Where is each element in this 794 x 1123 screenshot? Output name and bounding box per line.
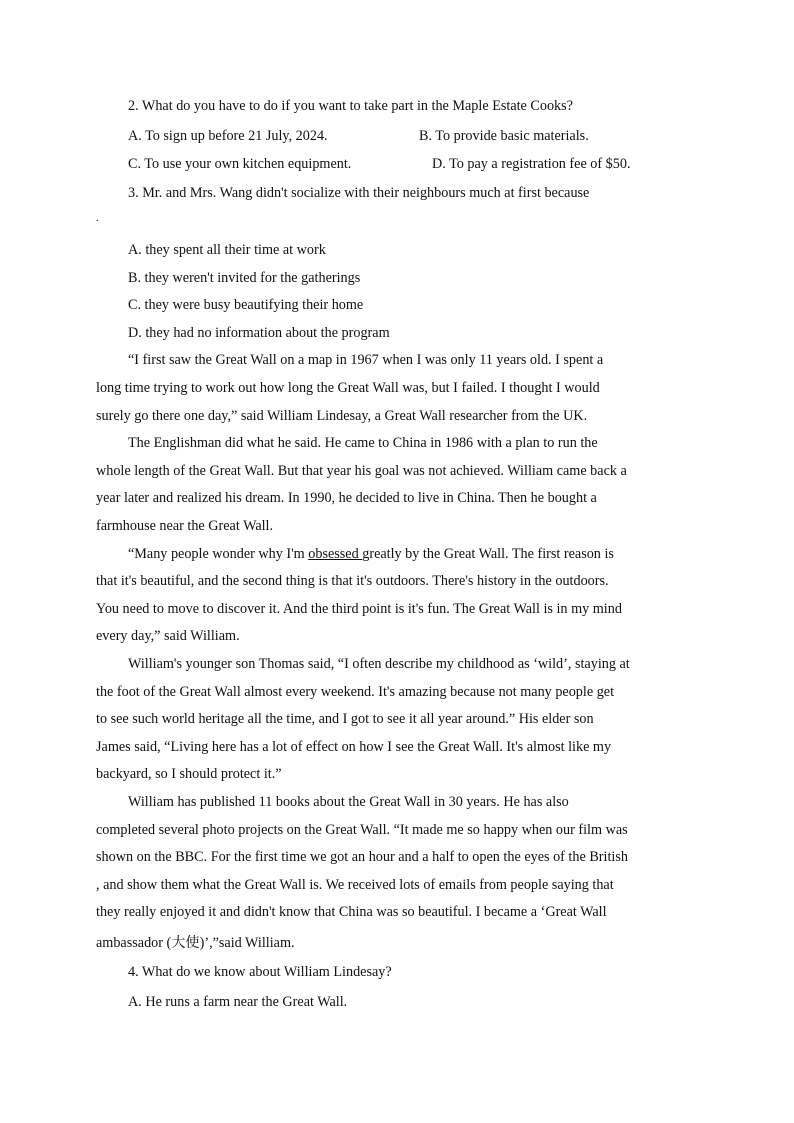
- passage-line: completed several photo projects on the Great Wall. “It made me so happy when our film was: [96, 822, 628, 838]
- passage-line: they really enjoyed it and didn't know that China was so beautiful. I became a ‘Great Wall: [96, 904, 607, 920]
- passage-line: long time trying to work out how long the Great Wall was, but I failed. I thought I would: [96, 380, 600, 396]
- passage-text: “Many people wonder why I'm: [128, 546, 309, 562]
- passage-line: William has published 11 books about the Great Wall in 30 years. He has also: [128, 794, 569, 810]
- question-4: 4. What do we know about William Lindesay?: [128, 964, 392, 980]
- passage-line: William's younger son Thomas said, “I often describe my childhood as ‘wild’, staying at: [128, 656, 630, 672]
- q4-option-a: A. He runs a farm near the Great Wall.: [128, 994, 348, 1010]
- passage-line: year later and realized his dream. In 1990, he decided to live in China. Then he bought a: [96, 490, 597, 506]
- question-3: 3. Mr. and Mrs. Wang didn't socialize with their neighbours much at first because: [128, 185, 590, 201]
- passage-line: You need to move to discover it. And the third point is it's fun. The Great Wall is in my mind: [96, 601, 622, 617]
- passage-line: shown on the BBC. For the first time we got an hour and a half to open the eyes of the British: [96, 849, 628, 865]
- q3-option-b: B. they weren't invited for the gatherings: [128, 270, 361, 286]
- q3-option-a: A. they spent all their time at work: [128, 242, 326, 258]
- passage-line: every day,” said William.: [96, 628, 240, 644]
- passage-line: ambassador (大使)’,”said William.: [96, 935, 295, 951]
- passage-line: surely go there one day,” said William Lindesay, a Great Wall researcher from the UK.: [96, 408, 588, 424]
- q3-option-d: D. they had no information about the program: [128, 325, 390, 341]
- question-2: 2. What do you have to do if you want to take part in the Maple Estate Cooks?: [128, 98, 573, 114]
- q2-option-c: C. To use your own kitchen equipment.: [128, 156, 352, 172]
- passage-line: “I first saw the Great Wall on a map in 1967 when I was only 11 years old. I spent a: [128, 352, 604, 368]
- passage-line: , and show them what the Great Wall is. We received lots of emails from people saying that: [96, 877, 614, 893]
- passage-line: James said, “Living here has a lot of effect on how I see the Great Wall. It's almost like my: [96, 739, 612, 755]
- passage-line: backyard, so I should protect it.”: [96, 766, 282, 782]
- passage-line: that it's beautiful, and the second thing is that it's outdoors. There's history in the outdoors.: [96, 573, 609, 589]
- q2-option-b: B. To provide basic materials.: [419, 128, 589, 144]
- underlined-word: obsessed: [308, 546, 363, 562]
- passage-line: the foot of the Great Wall almost every weekend. It's amazing because not many people get: [96, 684, 615, 700]
- passage-line: farmhouse near the Great Wall.: [96, 518, 274, 534]
- passage-line: whole length of the Great Wall. But that year his goal was not achieved. William came back a: [96, 463, 627, 479]
- q3-option-c: C. they were busy beautifying their home: [128, 297, 364, 313]
- passage-line: to see such world heritage all the time, and I got to see it all year around.” His elder son: [96, 711, 594, 727]
- q2-option-d: D. To pay a registration fee of $50.: [432, 156, 631, 172]
- passage-line: The Englishman did what he said. He came to China in 1986 with a plan to run the: [128, 435, 598, 451]
- passage-line: [128, 546, 614, 563]
- q2-option-a: A. To sign up before 21 July, 2024.: [128, 128, 328, 144]
- passage-text: greatly by the Great Wall. The first reason is: [362, 546, 614, 562]
- q3-blank: .: [96, 213, 99, 224]
